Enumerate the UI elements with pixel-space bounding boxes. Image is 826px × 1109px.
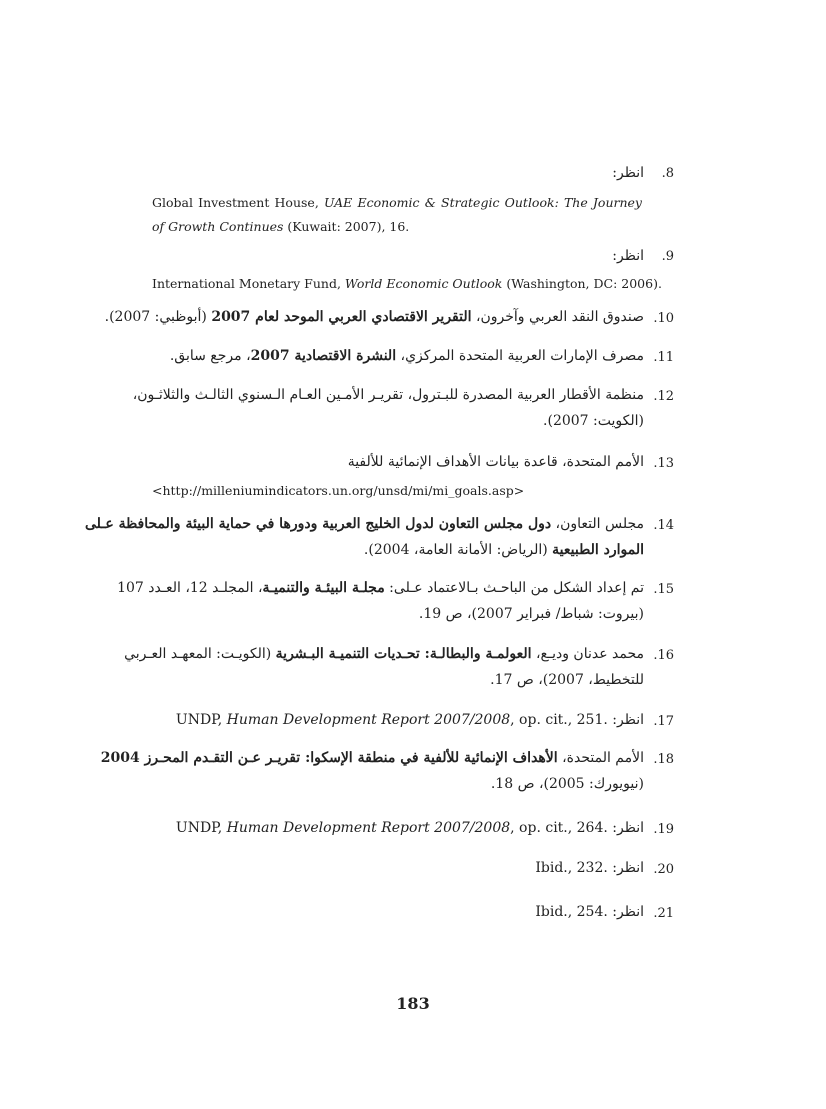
footnote-citation: Global Investment House, UAE Economic & Strategic Outlook: The Journey of Growth Continues (Kuwait: 2007), 16. (152, 195, 642, 234)
footnote-number: .21 (653, 906, 674, 921)
footnote-text-line2: للتخطيط، 2007)، ص 17. (490, 672, 644, 688)
footnote-number: .8 (661, 166, 674, 181)
footnote-text-line1: منظمة الأقطار العربية المصدرة للبـترول، تقريـر الأمـين العـام الـسنوي الثالـث والثلاثـون، (132, 387, 644, 403)
footnote-url: <http://milleniumindicators.un.org/unsd/mi/mi_goals.asp> (152, 483, 525, 498)
footnote-label: انظر: (612, 248, 644, 264)
footnote-text-line1: تم إعداد الشكل من الباحـث بـالاعتماد عـلى: مجلـة البيئـة والتنميـة، المجلـد 12، العـدد 107 (117, 580, 644, 596)
footnote-text-line2: الموارد الطبيعية (الرياض: الأمانة العامة، 2004). (363, 542, 644, 558)
page-number: 183 (396, 994, 430, 1013)
footnote-text: انظر: Ibid., 232. (535, 860, 644, 876)
footnote-label: انظر: (612, 165, 644, 181)
footnote-text: انظر: Ibid., 254. (535, 904, 644, 920)
footnote-number: .9 (661, 249, 674, 264)
footnote-text: مصرف الإمارات العربية المتحدة المركزي، النشرة الاقتصادية 2007، مرجع سابق. (169, 348, 644, 364)
footnote-number: .12 (653, 389, 674, 404)
footnote-text-line2: (الكويت: 2007). (543, 413, 644, 429)
footnote-text-line2: (بيروت: شباط/ فبراير 2007)، ص 19. (418, 606, 644, 622)
footnote-number: .15 (653, 582, 674, 597)
footnote-text-line1: مجلس التعاون، دول مجلس التعاون لدول الخليج العربية ودورها في حماية البيئة والمحافظة عـلى (84, 516, 644, 532)
footnote-number: .13 (653, 456, 674, 471)
footnote-citation: International Monetary Fund, World Economic Outlook (Washington, DC: 2006). (152, 276, 662, 291)
footnote-text: صندوق النقد العربي وآخرون، التقرير الاقتصادي العربي الموحد لعام 2007 (أبوظبي: 2007). (104, 309, 644, 325)
footnote-number: .19 (653, 822, 674, 837)
footnote-number: .14 (653, 518, 674, 533)
footnote-number: .20 (653, 862, 674, 877)
footnote-number: .11 (653, 350, 674, 365)
footnote-text: الأمم المتحدة، قاعدة بيانات الأهداف الإنمائية للألفية (347, 454, 644, 470)
footnote-number: .18 (653, 752, 674, 767)
footnote-number: .17 (653, 714, 674, 729)
footnote-text-line1: محمد عدنان وديـع، العولمـة والبطالـة: تحـديات التنميـة البـشرية (الكويـت: المعهـد العـربي (124, 646, 644, 662)
footnote-text-line2: (نيويورك: 2005)، ص 18. (490, 776, 644, 792)
footnote-text: انظر: UNDP, Human Development Report 2007/2008, op. cit., 251. (175, 712, 644, 728)
footnote-number: .16 (653, 648, 674, 663)
footnote-text: انظر: UNDP, Human Development Report 2007/2008, op. cit., 264. (175, 820, 644, 836)
footnote-text-line1: الأمم المتحدة، الأهداف الإنمائية للألفية في منطقة الإسكوا: تقريـر عـن التقـدم المحـرز 2004 (100, 750, 644, 766)
footnote-number: .10 (653, 311, 674, 326)
